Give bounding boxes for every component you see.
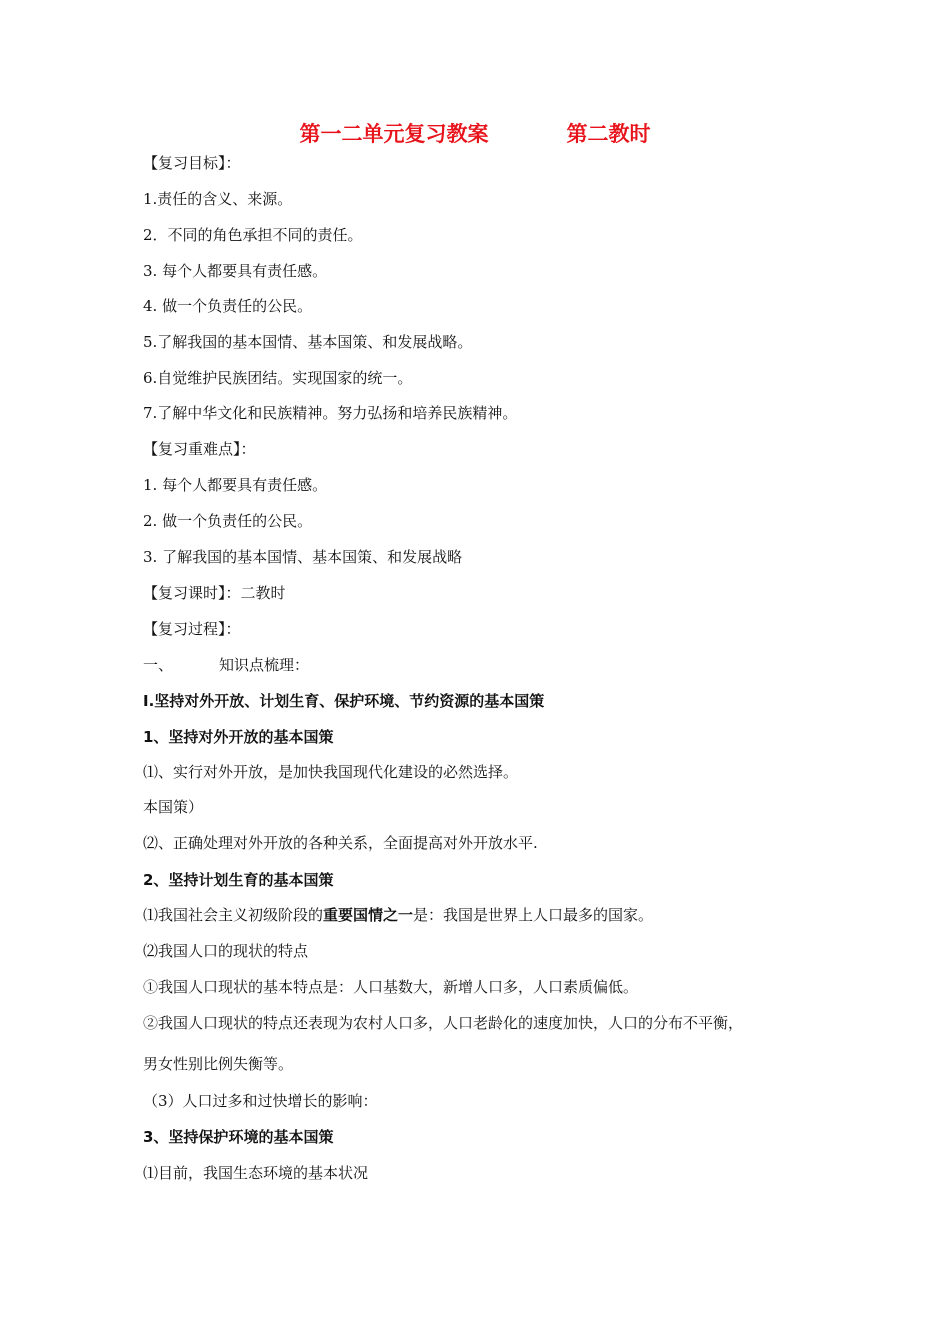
- goal-item: 2．不同的角色承担不同的责任。: [143, 226, 363, 244]
- family-point-1-emphasis: 重要国情之一: [323, 906, 414, 924]
- family-policy-point-2: ⑵我国人口的现状的特点: [143, 942, 309, 960]
- family-policy-point-1: [143, 905, 653, 925]
- goal-item: 5.了解我国的基本国情、基本国策、和发展战略。: [143, 333, 473, 351]
- environment-policy-heading: 3、坚持保护环境的基本国策: [143, 1128, 334, 1146]
- goal-item: 3. 每个人都要具有责任感。: [143, 262, 328, 280]
- policy-heading: Ⅰ.坚持对外开放、计划生育、保护环境、节约资源的基本国策: [143, 692, 545, 710]
- section-one-text: 知识点梳理：: [219, 656, 310, 674]
- family-policy-point-2b-continued: 男女性别比例失衡等。: [143, 1055, 294, 1073]
- hours-line: 【复习课时】：二教时: [143, 584, 286, 602]
- environment-policy-point-1: ⑴目前，我国生态环境的基本状况: [143, 1164, 369, 1182]
- document-title: [0, 118, 950, 148]
- goal-item: 7.了解中华文化和民族精神。努力弘扬和培养民族精神。: [143, 404, 518, 422]
- open-policy-heading: 1、坚持对外开放的基本国策: [143, 728, 334, 746]
- family-policy-heading: 2、坚持计划生育的基本国策: [143, 871, 334, 889]
- open-policy-point-1: ⑴、实行对外开放，是加快我国现代化建设的必然选择。: [143, 763, 519, 781]
- key-point: 2. 做一个负责任的公民。: [143, 512, 313, 530]
- key-point: 1. 每个人都要具有责任感。: [143, 476, 328, 494]
- process-heading: 【复习过程】：: [143, 620, 241, 638]
- title-lesson: 第二教时: [566, 122, 651, 146]
- open-policy-point-2: ⑵、正确处理对外开放的各种关系，全面提高对外开放水平.: [143, 834, 538, 852]
- key-point: 3. 了解我国的基本国情、基本国策、和发展战略: [143, 548, 463, 566]
- family-policy-point-2a: ①我国人口现状的基本特点是：人口基数大，新增人口多，人口素质偏低。: [143, 978, 639, 996]
- goal-item: 6.自觉维护民族团结。实现国家的统一。: [143, 369, 413, 387]
- family-policy-point-3: （3）人口过多和过快增长的影响：: [143, 1092, 378, 1110]
- goals-heading: 【复习目标】：: [143, 154, 241, 172]
- goal-item: 1.责任的含义、来源。: [143, 190, 293, 208]
- title-main: 第一二单元复习教案: [299, 122, 489, 146]
- goal-item: 4. 做一个负责任的公民。: [143, 297, 313, 315]
- family-point-1-suffix: 是：我国是世界上人口最多的国家。: [413, 906, 654, 924]
- section-one-number: 一、: [143, 656, 174, 674]
- open-policy-note: 本国策）: [143, 798, 204, 816]
- family-policy-point-2b: ②我国人口现状的特点还表现为农村人口多，人口老龄化的速度加快，人口的分布不平衡，: [143, 1014, 744, 1032]
- section-one: [143, 655, 309, 675]
- key-heading: 【复习重难点】：: [143, 440, 256, 458]
- family-point-1-prefix: ⑴我国社会主义初级阶段的: [143, 906, 324, 924]
